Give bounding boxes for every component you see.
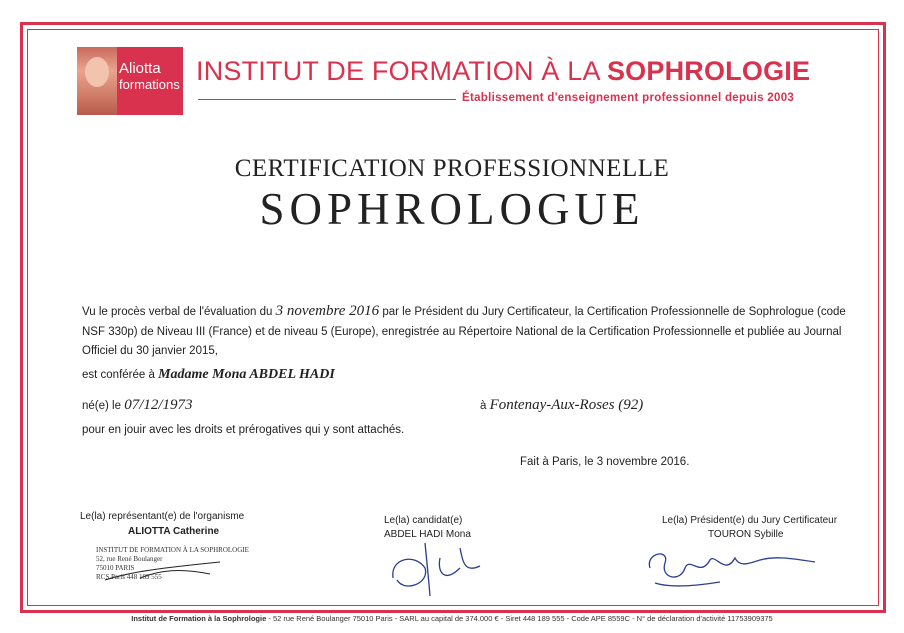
stamp-line: RCS Paris 448 189 555 bbox=[96, 573, 162, 581]
institute-title-normal: INSTITUT DE FORMATION À LA bbox=[196, 56, 607, 86]
body-paragraph bbox=[82, 302, 852, 362]
institute-title-bold: SOPHROLOGIE bbox=[606, 56, 811, 86]
stamp-line: 52, rue René Boulanger bbox=[96, 555, 163, 563]
born-pre: né(e) le bbox=[82, 400, 125, 412]
recipient-name: Madame Mona ABDEL HADI bbox=[158, 367, 335, 382]
place-pre: à bbox=[480, 400, 490, 412]
done-line: Fait à Paris, le 3 novembre 2016. bbox=[520, 456, 690, 468]
footer-bold: Institut de Formation à la Sophrologie bbox=[131, 614, 267, 623]
footer-rest: - 52 rue René Boulanger 75010 Paris - SARL au capital de 374.000 € - Siret 448 189 555 - Code APE 8559C - N° de déclaration d'activité 11753909375 bbox=[266, 614, 773, 623]
place-line bbox=[480, 397, 643, 414]
stamp-line: 75010 PARIS bbox=[96, 564, 135, 572]
rights-line: pour en jouir avec les droits et prérogatives qui y sont attachés. bbox=[82, 424, 405, 436]
p1-post: par le Président du Jury Certificateur, la Certification Professionnelle de Sophrologue (code NSF 330p) de Niveau III (France) et de niveau 5 (Europe), enregistrée au Répertoire National de la Certification Professionnelle et publiée au Journal Officiel du 30 janvier 2015, bbox=[82, 306, 846, 357]
logo-brand: Aliotta bbox=[119, 60, 161, 77]
birth-place: Fontenay-Aux-Roses (92) bbox=[489, 397, 644, 413]
footer bbox=[0, 614, 904, 623]
certificate-main: SOPHROLOGUE bbox=[259, 184, 645, 234]
candidate-label: Le(la) candidat(e) bbox=[384, 515, 463, 526]
president-name: TOURON Sybille bbox=[708, 529, 784, 540]
p1-pre: Vu le procès verbal de l'évaluation du bbox=[82, 306, 276, 318]
born-line bbox=[82, 397, 193, 414]
logo-face-icon bbox=[85, 57, 109, 87]
title-rule bbox=[198, 99, 456, 100]
certificate-title: CERTIFICATION PROFESSIONNELLE bbox=[234, 155, 670, 182]
aliotta-logo bbox=[77, 47, 183, 115]
president-label: Le(la) Président(e) du Jury Certificateur bbox=[662, 515, 838, 526]
org-label: Le(la) représentant(e) de l'organisme bbox=[80, 511, 245, 522]
stamp-line: INSTITUT DE FORMATION À LA SOPHROLOGIE bbox=[96, 546, 249, 554]
institute-subtitle: Établissement d'enseignement professionnel depuis 2003 bbox=[462, 92, 795, 104]
org-signature bbox=[100, 550, 230, 590]
candidate-signature bbox=[385, 538, 495, 598]
institute-title bbox=[196, 56, 810, 86]
logo-photo bbox=[77, 47, 117, 115]
president-signature bbox=[640, 538, 830, 598]
logo-sub: formations bbox=[119, 77, 180, 92]
eval-date: 3 novembre 2016 bbox=[275, 303, 380, 319]
org-name: ALIOTTA Catherine bbox=[128, 526, 220, 537]
conferred-line bbox=[82, 367, 335, 383]
birth-date: 07/12/1973 bbox=[124, 397, 193, 413]
candidate-name: ABDEL HADI Mona bbox=[384, 529, 471, 540]
conferred-pre: est conférée à bbox=[82, 369, 159, 381]
